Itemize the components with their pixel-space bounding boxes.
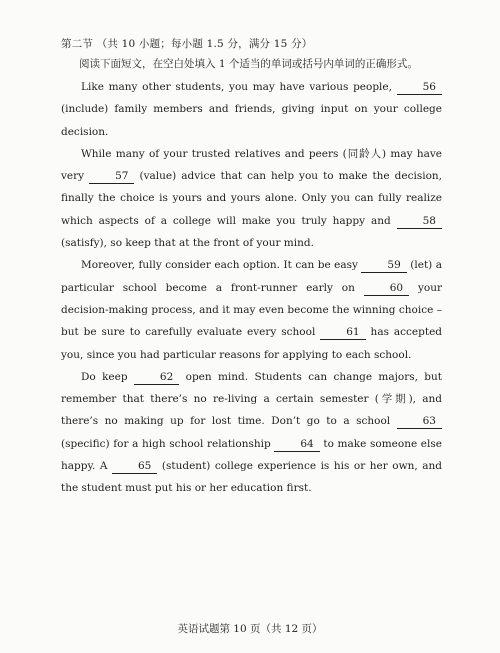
blank-65: 65 [112, 460, 157, 474]
text-run: While many of your trusted relatives and peers (同龄人) may have very [61, 147, 442, 183]
page-footer: 英语试题第 10 页（共 12 页） [177, 623, 323, 635]
blank-62: 62 [134, 371, 179, 385]
text-run: (value) advice that can help you to make the decision, finally the choice is yours and yours alone. Only you can fully realize which aspects of a college will make you truly happy and [61, 170, 442, 227]
section-instruction: 阅读下面短文，在空白处填入 1 个适当的单词或括号内单词的正确形式。 [79, 58, 418, 70]
blank-60: 60 [364, 282, 409, 296]
text-run: (specific) for a high school relationship [61, 437, 275, 450]
section-heading: 第二节 （共 10 小题；每小题 1.5 分，满分 15 分） [61, 38, 313, 50]
paragraph-2 [61, 143, 442, 254]
text-run: Do keep [81, 370, 134, 383]
paragraph-1 [61, 76, 442, 143]
blank-63: 63 [397, 415, 442, 429]
text-run: open mind. Students can change majors, but remember that there’s no re-living a certain semester (学期), and there’s no making up for lost time. Don’t go to a school [61, 370, 442, 428]
blank-56: 56 [397, 81, 442, 95]
blank-59: 59 [361, 259, 406, 273]
blank-61: 61 [320, 326, 365, 340]
blank-64: 64 [274, 438, 319, 452]
blank-57: 57 [89, 170, 134, 184]
text-run: your decision-making process, and it may even become the winning choice – but be sure to carefully evaluate every school [61, 281, 442, 339]
text-run: (student) college experience is his or her own, and the student must put his or her education first. [61, 460, 442, 495]
passage [61, 76, 442, 500]
paragraph-3 [61, 254, 442, 365]
paragraph-4 [61, 366, 442, 500]
text-run: Like many other students, you may have various people, [81, 81, 397, 93]
text-run: (let) a particular school become a front-runner early on [61, 259, 443, 294]
text-run: (satisfy), so keep that at the front of your mind. [61, 237, 314, 250]
text-run: to make someone else happy. A [61, 437, 442, 473]
text-run: Moreover, fully consider each option. It can be easy [81, 259, 362, 272]
text-run: has accepted you, since you had particular reasons for applying to each school. [61, 326, 443, 361]
text-run: (include) family members and friends, giving input on your college decision. [61, 103, 442, 138]
blank-58: 58 [397, 215, 442, 229]
